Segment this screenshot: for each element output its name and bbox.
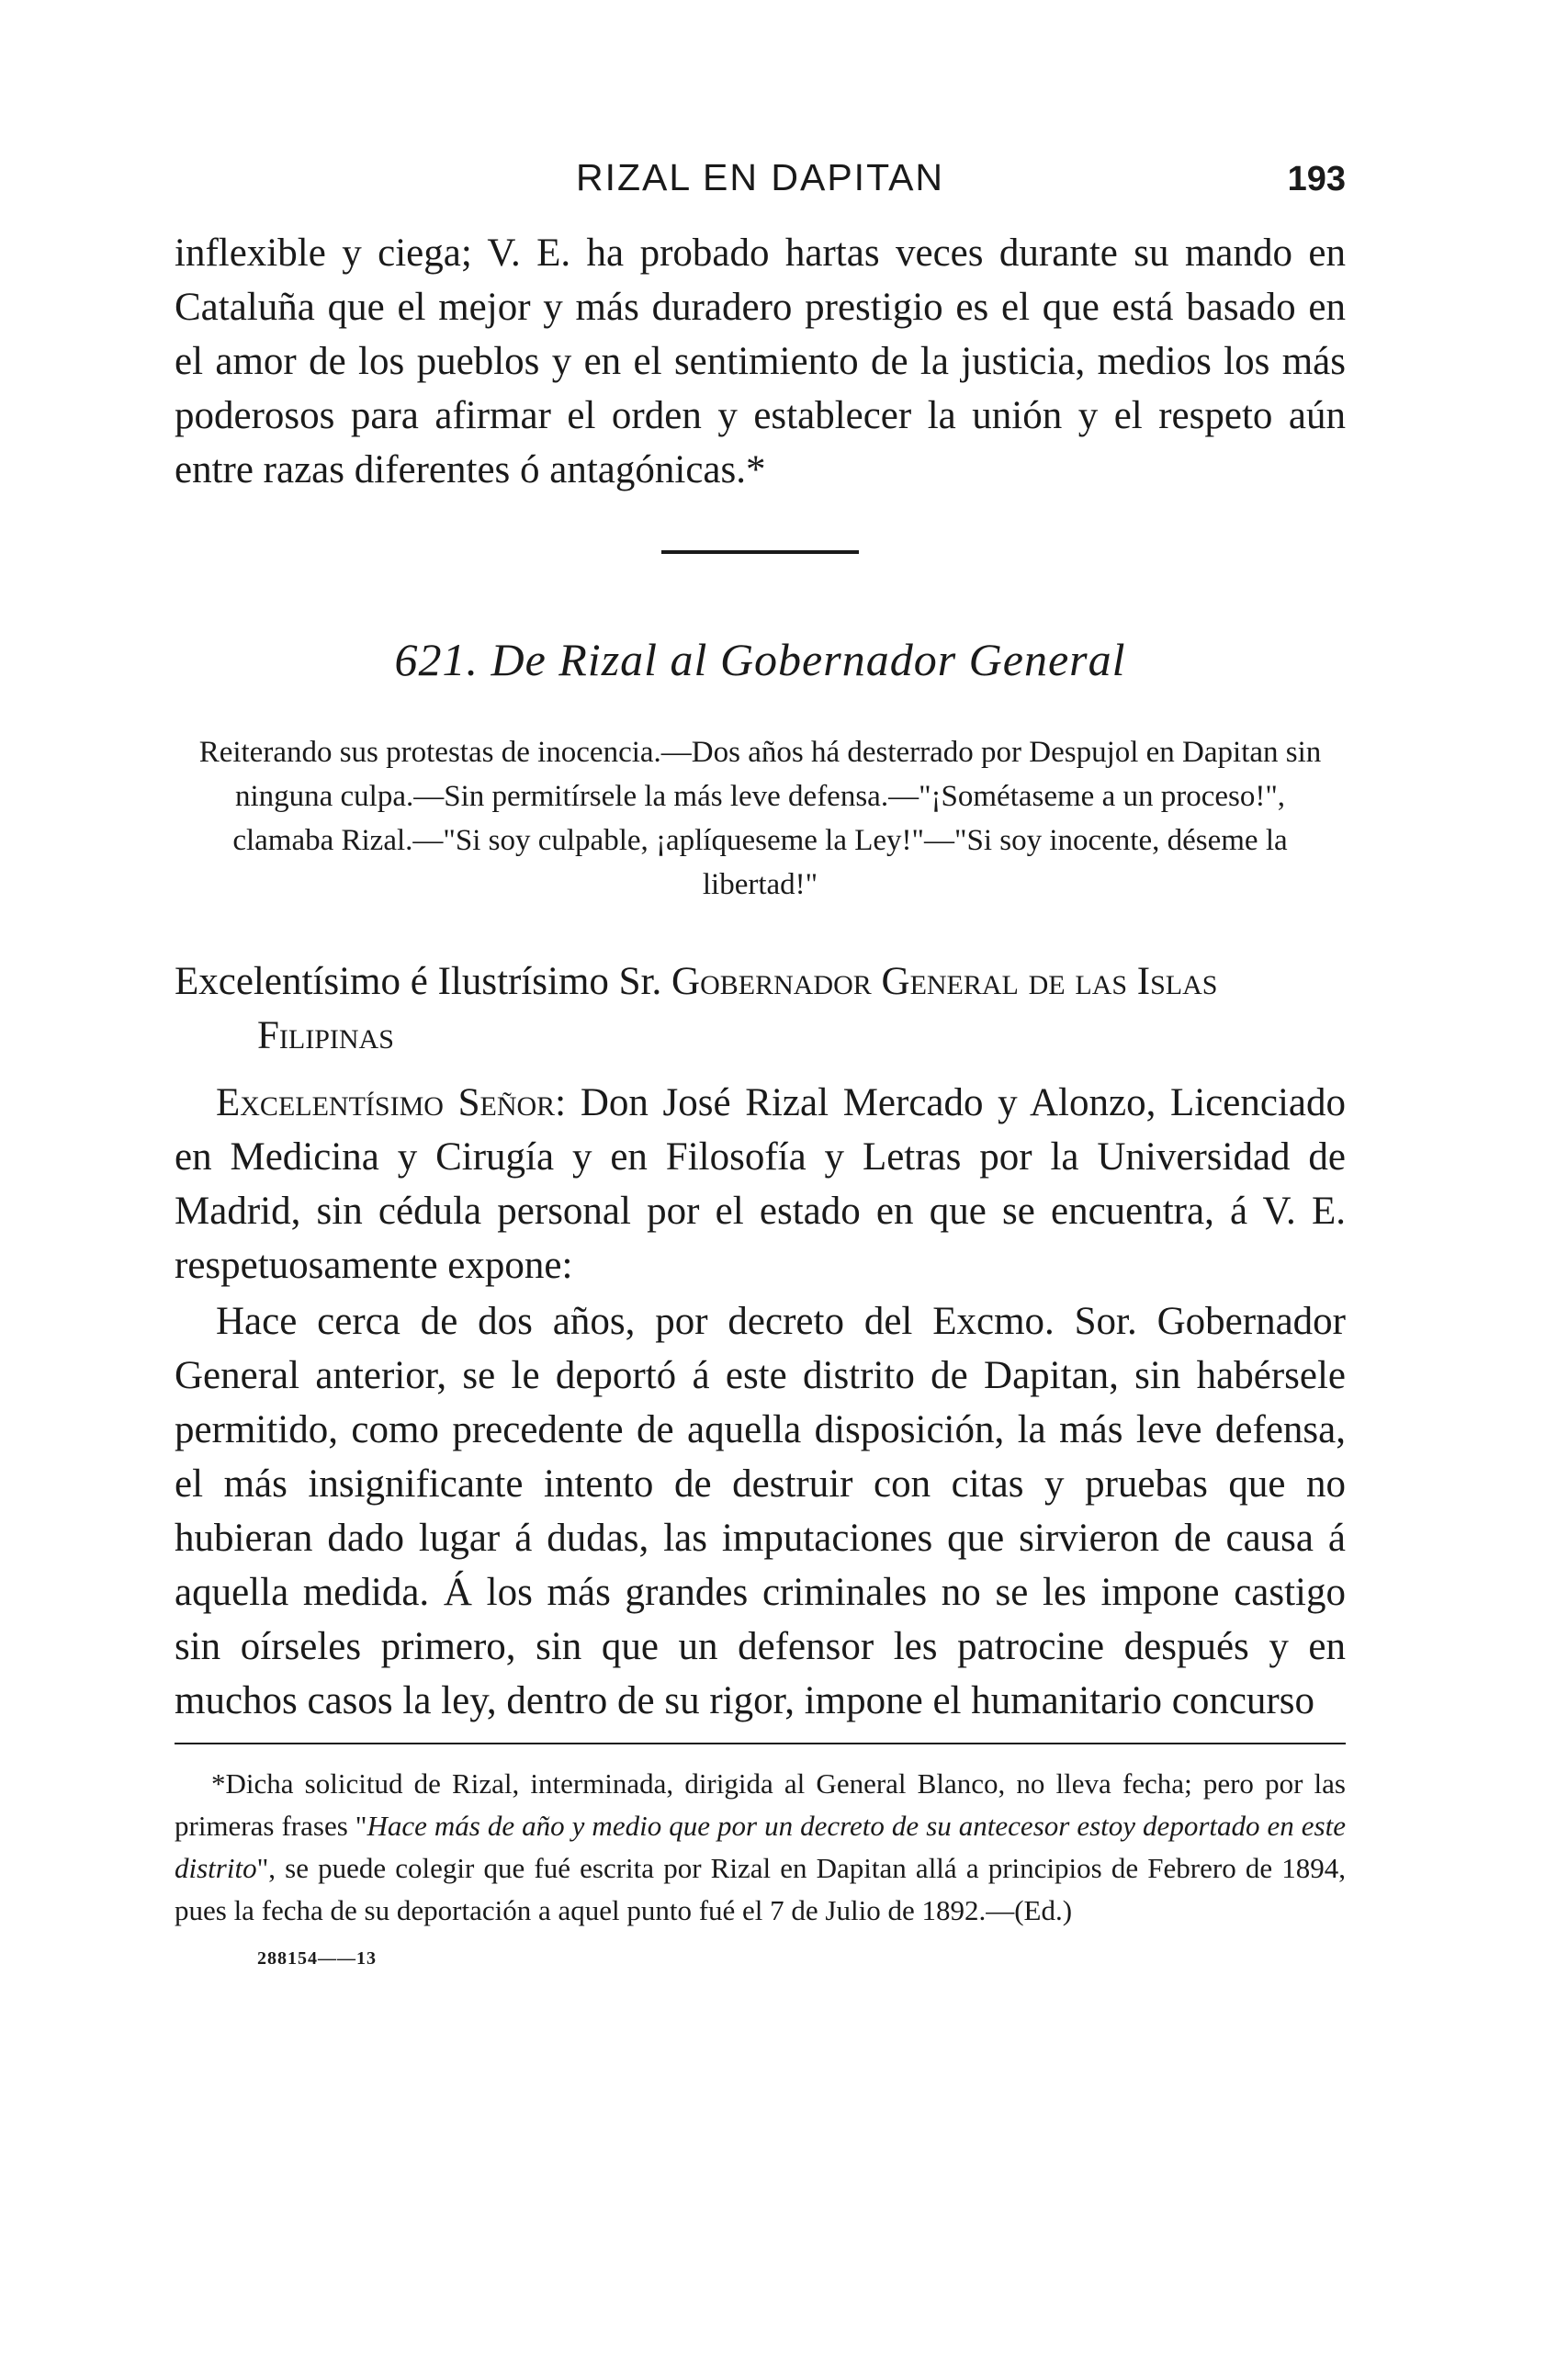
salutation — [175, 954, 1346, 1063]
address-text: Don José Rizal Mercado y Alonzo, Licenciado en Medicina y Cirugía y en Filosofía y Letras por la Universidad de Madrid, sin cédula personal por el estado en que se encuentra, á V. E. respetuosamente expone: — [175, 1081, 1346, 1287]
page-header — [175, 156, 1346, 220]
footnote-text-after: ", se puede colegir que fué escrita por Rizal en Dapitan allá a principios de Febrero de 1894, pues la fecha de su deportación a aquel punto fué el 7 de Julio de 1892.—(Ed.) — [175, 1852, 1346, 1926]
continuation-paragraph: inflexible y ciega; V. E. ha probado hartas veces durante su mando en Cataluña que el mejor y más duradero prestigio es el que está basado en el amor de los pueblos y en el sentimiento de la justicia, medios los más poderosos para afirmar el orden y establecer la unión y el respeto aún entre razas diferentes ó antagónicas.* — [175, 231, 1346, 491]
address-caps: Excelentísimo Señor: — [216, 1081, 567, 1124]
footnote — [175, 1763, 1346, 1932]
page-number: 193 — [1287, 160, 1346, 198]
footnote-text-before: *Dicha solicitud de Rizal, interminada, dirigida al General Blanco, no lleva fecha; pero por las primeras frases " — [175, 1767, 1346, 1842]
printer-signature-mark: 288154——13 — [257, 1948, 377, 1969]
footnote-divider — [175, 1743, 1346, 1744]
footnote-quoted-phrase: Hace más de año y medio que por un decreto de su antecesor estoy deportado en este distrito — [175, 1810, 1346, 1884]
salutation-title: Gobernador General de las Islas Filipinas — [257, 960, 1218, 1057]
body-paragraph: Hace cerca de dos años, por decreto del Excmo. Sor. Gobernador General anterior, se le deportó á este distrito de Dapitan, sin habérsele permitido, como precedente de aquella disposición, la más leve defensa, el más insignificante intento de destruir con citas y pruebas que no hubieran dado lugar á dudas, las imputaciones que sirvieron de causa á aquella medida. Á los más grandes criminales no se les impone castigo sin oírseles primero, sin que un defensor les patrocine después y en muchos casos la ley, dentro de su rigor, impone el humanitario concurso — [175, 1300, 1346, 1722]
book-page — [175, 156, 1346, 1970]
letter-heading: 621. De Rizal al Gobernador General — [394, 634, 1126, 685]
section-divider — [661, 550, 859, 554]
salutation-prefix: Excelentísimo é Ilustrísimo Sr. — [175, 960, 662, 1003]
letter-summary: Reiterando sus protestas de inocencia.—Dos años há desterrado por Despujol en Dapitan sin ninguna culpa.—Sin permitírsele la más leve defensa.—"¡Sométaseme a un proceso!", clamaba Rizal.—"Si soy culpable, ¡aplíqueseme la Ley!"—"Si soy inocente, déseme la libertad!" — [198, 736, 1322, 901]
address-paragraph — [175, 1076, 1346, 1292]
running-title: RIZAL EN DAPITAN — [575, 156, 945, 198]
